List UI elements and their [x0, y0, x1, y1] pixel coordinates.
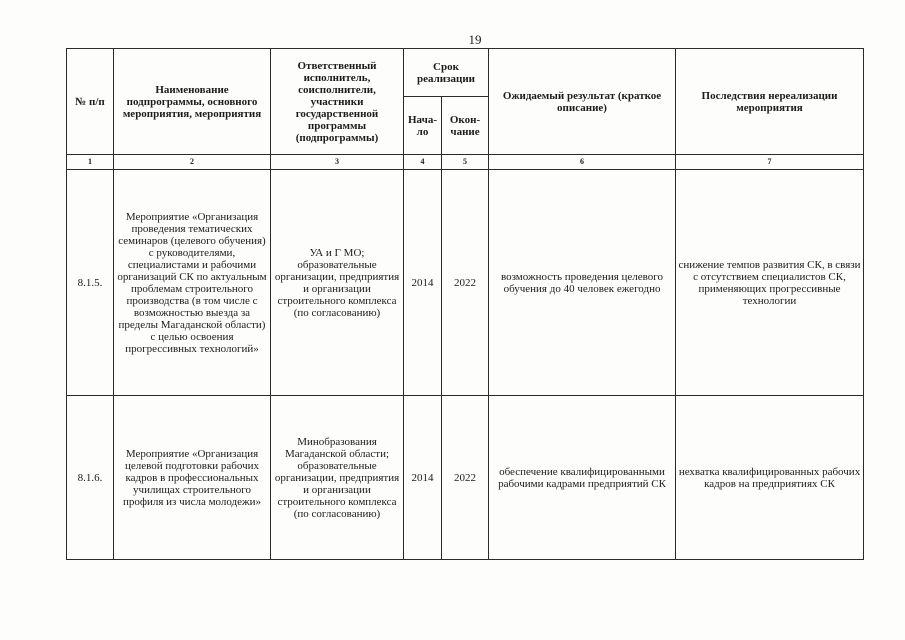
table-row [67, 170, 864, 396]
column-number: 5 [442, 155, 489, 170]
consequences: нехватка квалифицированных рабочих кадров на предприятиях СК [676, 396, 864, 560]
executor: Минобразования Магаданской области; образовательные организации, предприятия и организации строительного комплекса (по согласованию) [271, 396, 404, 560]
header-end: Окон-чание [442, 97, 489, 155]
program-activities-table [66, 48, 864, 560]
column-number: 6 [489, 155, 676, 170]
header-num: № п/п [67, 49, 114, 155]
activity-name: Мероприятие «Организация проведения тематических семинаров (целевого обучения) с руководителями, специалистами и рабочими организаций СК по актуальным проблемам строительного производства (в том числе с возможностью выезда за пределы Магаданской области) с целью освоения прогрессивных технологий» [114, 170, 271, 396]
column-numbers-row [67, 155, 864, 170]
header-period: Срок реализации [404, 49, 489, 97]
header-executor: Ответственный исполнитель, соисполнители, участники государственной программы (подпрограммы) [271, 49, 404, 155]
page-number: 19 [468, 32, 482, 47]
column-number: 4 [404, 155, 442, 170]
executor: УА и Г МО; образовательные организации, предприятия и организации строительного комплекса (по согласованию) [271, 170, 404, 396]
header-row [67, 49, 864, 97]
column-number: 3 [271, 155, 404, 170]
end-year: 2022 [442, 170, 489, 396]
column-number: 2 [114, 155, 271, 170]
header-consequences: Последствия нереализации мероприятия [676, 49, 864, 155]
header-name: Наименование подпрограммы, основного мероприятия, мероприятия [114, 49, 271, 155]
header-result: Ожидаемый результат (краткое описание) [489, 49, 676, 155]
consequences: снижение темпов развития СК, в связи с отсутствием специалистов СК, применяющих прогрессивные технологии [676, 170, 864, 396]
column-number: 7 [676, 155, 864, 170]
header-start: Нача-ло [404, 97, 442, 155]
expected-result: возможность проведения целевого обучения до 40 человек ежегодно [489, 170, 676, 396]
expected-result: обеспечение квалифицированными рабочими кадрами предприятий СК [489, 396, 676, 560]
row-number: 8.1.5. [67, 170, 114, 396]
start-year: 2014 [404, 170, 442, 396]
start-year: 2014 [404, 396, 442, 560]
table-row [67, 396, 864, 560]
row-number: 8.1.6. [67, 396, 114, 560]
activity-name: Мероприятие «Организация целевой подготовки рабочих кадров в профессиональных училищах строительного профиля из числа молодежи» [114, 396, 271, 560]
end-year: 2022 [442, 396, 489, 560]
column-number: 1 [67, 155, 114, 170]
